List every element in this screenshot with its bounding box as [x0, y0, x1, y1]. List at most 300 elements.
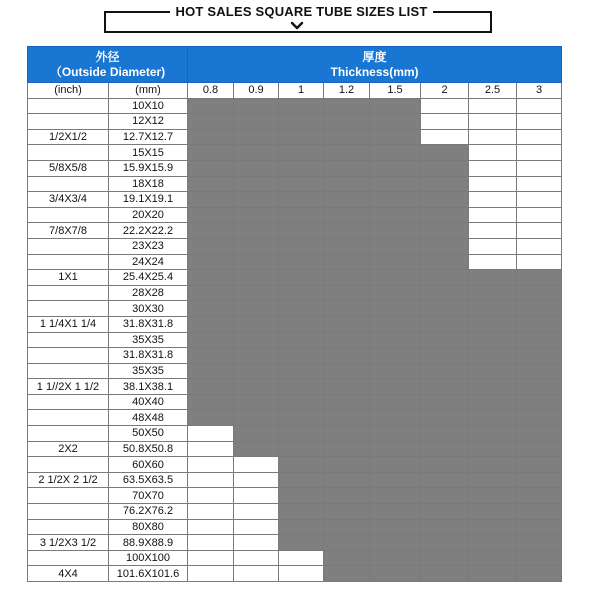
unavailable-cell: [234, 535, 279, 551]
available-cell: [370, 410, 421, 426]
table-row: [28, 160, 562, 176]
available-cell: [469, 441, 517, 457]
unavailable-cell: [421, 98, 469, 114]
available-cell: [421, 363, 469, 379]
available-cell: [324, 270, 370, 286]
available-cell: [324, 129, 370, 145]
available-cell: [517, 348, 562, 364]
available-cell: [370, 145, 421, 161]
available-cell: [279, 394, 324, 410]
available-cell: [188, 316, 234, 332]
available-cell: [517, 457, 562, 473]
available-cell: [188, 410, 234, 426]
available-cell: [421, 488, 469, 504]
available-cell: [517, 332, 562, 348]
sizes-table: [27, 46, 562, 582]
available-cell: [421, 441, 469, 457]
unavailable-cell: [517, 176, 562, 192]
available-cell: [234, 176, 279, 192]
available-cell: [324, 410, 370, 426]
available-cell: [324, 472, 370, 488]
available-cell: [234, 316, 279, 332]
available-cell: [279, 98, 324, 114]
table-row: [28, 301, 562, 317]
inch-size-cell: [28, 114, 109, 130]
unavailable-cell: [469, 114, 517, 130]
available-cell: [469, 394, 517, 410]
available-cell: [421, 535, 469, 551]
available-cell: [517, 535, 562, 551]
page-title: HOT SALES SQUARE TUBE SIZES LIST: [170, 3, 433, 20]
unavailable-cell: [517, 192, 562, 208]
mm-unit-label: (mm): [109, 83, 188, 99]
inch-size-cell: [28, 254, 109, 270]
unavailable-cell: [188, 426, 234, 442]
available-cell: [188, 394, 234, 410]
unavailable-cell: [234, 504, 279, 520]
available-cell: [370, 472, 421, 488]
available-cell: [421, 316, 469, 332]
available-cell: [188, 348, 234, 364]
table-row: [28, 254, 562, 270]
available-cell: [370, 379, 421, 395]
available-cell: [469, 270, 517, 286]
table-row: [28, 535, 562, 551]
available-cell: [324, 535, 370, 551]
table-row: [28, 223, 562, 239]
available-cell: [234, 145, 279, 161]
available-cell: [324, 316, 370, 332]
thickness-value: 0.9: [234, 83, 279, 99]
inch-size-cell: 1X1: [28, 270, 109, 286]
available-cell: [188, 238, 234, 254]
inch-size-cell: [28, 332, 109, 348]
available-cell: [324, 550, 370, 566]
available-cell: [188, 270, 234, 286]
mm-size-cell: 30X30: [109, 301, 188, 317]
available-cell: [370, 535, 421, 551]
unavailable-cell: [469, 98, 517, 114]
unavailable-cell: [188, 535, 234, 551]
available-cell: [279, 472, 324, 488]
available-cell: [279, 316, 324, 332]
available-cell: [517, 441, 562, 457]
unavailable-cell: [279, 550, 324, 566]
available-cell: [279, 348, 324, 364]
available-cell: [370, 129, 421, 145]
inch-size-cell: [28, 488, 109, 504]
available-cell: [370, 207, 421, 223]
available-cell: [234, 254, 279, 270]
available-cell: [188, 332, 234, 348]
available-cell: [279, 379, 324, 395]
inch-size-cell: [28, 457, 109, 473]
available-cell: [469, 519, 517, 535]
available-cell: [234, 238, 279, 254]
table-row: [28, 316, 562, 332]
available-cell: [517, 550, 562, 566]
inch-size-cell: 7/8X7/8: [28, 223, 109, 239]
available-cell: [279, 114, 324, 130]
available-cell: [188, 363, 234, 379]
available-cell: [324, 223, 370, 239]
inch-size-cell: 1/2X1/2: [28, 129, 109, 145]
inch-size-cell: 5/8X5/8: [28, 160, 109, 176]
available-cell: [279, 363, 324, 379]
mm-size-cell: 101.6X101.6: [109, 566, 188, 582]
available-cell: [421, 566, 469, 582]
unavailable-cell: [234, 550, 279, 566]
available-cell: [421, 145, 469, 161]
available-cell: [421, 504, 469, 520]
available-cell: [370, 457, 421, 473]
available-cell: [421, 426, 469, 442]
available-cell: [324, 285, 370, 301]
outside-diameter-en: （Outside Diameter): [49, 64, 166, 79]
available-cell: [324, 348, 370, 364]
available-cell: [469, 488, 517, 504]
available-cell: [234, 441, 279, 457]
unavailable-cell: [234, 566, 279, 582]
unavailable-cell: [188, 457, 234, 473]
available-cell: [324, 488, 370, 504]
available-cell: [324, 394, 370, 410]
available-cell: [421, 410, 469, 426]
unavailable-cell: [234, 488, 279, 504]
available-cell: [279, 285, 324, 301]
mm-size-cell: 38.1X38.1: [109, 379, 188, 395]
available-cell: [517, 316, 562, 332]
inch-size-cell: 1 1/4X1 1/4: [28, 316, 109, 332]
thickness-value: 2.5: [469, 83, 517, 99]
unavailable-cell: [517, 254, 562, 270]
unavailable-cell: [188, 504, 234, 520]
available-cell: [324, 441, 370, 457]
available-cell: [517, 410, 562, 426]
unavailable-cell: [469, 238, 517, 254]
available-cell: [279, 332, 324, 348]
available-cell: [469, 410, 517, 426]
unavailable-cell: [188, 441, 234, 457]
mm-size-cell: 63.5X63.5: [109, 472, 188, 488]
unavailable-cell: [469, 129, 517, 145]
available-cell: [188, 379, 234, 395]
thickness-value: 0.8: [188, 83, 234, 99]
unavailable-cell: [517, 98, 562, 114]
available-cell: [324, 176, 370, 192]
mm-size-cell: 100X100: [109, 550, 188, 566]
available-cell: [469, 363, 517, 379]
mm-size-cell: 48X48: [109, 410, 188, 426]
size-table-body: [28, 98, 562, 581]
available-cell: [279, 488, 324, 504]
available-cell: [370, 504, 421, 520]
header-row: [28, 47, 562, 83]
available-cell: [279, 504, 324, 520]
available-cell: [279, 223, 324, 239]
inch-size-cell: 3/4X3/4: [28, 192, 109, 208]
available-cell: [279, 410, 324, 426]
available-cell: [517, 488, 562, 504]
table-row: [28, 207, 562, 223]
available-cell: [279, 535, 324, 551]
available-cell: [421, 457, 469, 473]
unavailable-cell: [188, 550, 234, 566]
available-cell: [324, 379, 370, 395]
unavailable-cell: [469, 192, 517, 208]
unavailable-cell: [188, 519, 234, 535]
mm-size-cell: 60X60: [109, 457, 188, 473]
mm-size-cell: 15.9X15.9: [109, 160, 188, 176]
available-cell: [370, 192, 421, 208]
available-cell: [234, 285, 279, 301]
available-cell: [517, 472, 562, 488]
available-cell: [421, 207, 469, 223]
available-cell: [324, 363, 370, 379]
available-cell: [324, 332, 370, 348]
inch-size-cell: 2X2: [28, 441, 109, 457]
inch-size-cell: [28, 301, 109, 317]
available-cell: [279, 301, 324, 317]
available-cell: [188, 98, 234, 114]
unavailable-cell: [469, 160, 517, 176]
available-cell: [188, 301, 234, 317]
available-cell: [234, 379, 279, 395]
available-cell: [370, 519, 421, 535]
available-cell: [517, 426, 562, 442]
available-cell: [279, 270, 324, 286]
outside-diameter-header: [28, 47, 188, 83]
available-cell: [234, 410, 279, 426]
inch-size-cell: [28, 207, 109, 223]
available-cell: [234, 426, 279, 442]
unavailable-cell: [188, 566, 234, 582]
available-cell: [324, 504, 370, 520]
unavailable-cell: [469, 207, 517, 223]
available-cell: [421, 254, 469, 270]
thickness-en: Thickness(mm): [330, 64, 419, 79]
table-row: [28, 472, 562, 488]
available-cell: [370, 348, 421, 364]
available-cell: [279, 457, 324, 473]
available-cell: [370, 176, 421, 192]
available-cell: [324, 160, 370, 176]
available-cell: [469, 566, 517, 582]
table-row: [28, 98, 562, 114]
inch-size-cell: 1 1//2X 1 1/2: [28, 379, 109, 395]
inch-size-cell: [28, 348, 109, 364]
available-cell: [469, 301, 517, 317]
available-cell: [469, 379, 517, 395]
available-cell: [421, 472, 469, 488]
available-cell: [370, 426, 421, 442]
available-cell: [421, 394, 469, 410]
inch-size-cell: [28, 504, 109, 520]
table-row: [28, 363, 562, 379]
thickness-value: 1: [279, 83, 324, 99]
table-row: [28, 426, 562, 442]
available-cell: [279, 145, 324, 161]
available-cell: [188, 145, 234, 161]
mm-size-cell: 31.8X31.8: [109, 316, 188, 332]
inch-size-cell: [28, 98, 109, 114]
available-cell: [324, 207, 370, 223]
available-cell: [421, 519, 469, 535]
available-cell: [188, 176, 234, 192]
available-cell: [517, 519, 562, 535]
mm-size-cell: 76.2X76.2: [109, 504, 188, 520]
available-cell: [324, 254, 370, 270]
mm-size-cell: 40X40: [109, 394, 188, 410]
available-cell: [324, 566, 370, 582]
available-cell: [517, 301, 562, 317]
available-cell: [234, 363, 279, 379]
available-cell: [324, 98, 370, 114]
table-row: [28, 550, 562, 566]
table-row: [28, 332, 562, 348]
available-cell: [370, 363, 421, 379]
table-row: [28, 410, 562, 426]
thickness-value: 2: [421, 83, 469, 99]
unit-row: [28, 83, 562, 99]
available-cell: [370, 332, 421, 348]
available-cell: [279, 426, 324, 442]
table-row: [28, 270, 562, 286]
inch-size-cell: 2 1/2X 2 1/2: [28, 472, 109, 488]
available-cell: [421, 270, 469, 286]
available-cell: [234, 98, 279, 114]
available-cell: [234, 223, 279, 239]
available-cell: [517, 394, 562, 410]
available-cell: [279, 192, 324, 208]
available-cell: [279, 238, 324, 254]
available-cell: [324, 192, 370, 208]
inch-size-cell: [28, 363, 109, 379]
available-cell: [188, 160, 234, 176]
unavailable-cell: [517, 223, 562, 239]
available-cell: [370, 270, 421, 286]
available-cell: [517, 504, 562, 520]
available-cell: [370, 223, 421, 239]
available-cell: [324, 457, 370, 473]
inch-size-cell: [28, 285, 109, 301]
available-cell: [188, 285, 234, 301]
available-cell: [324, 114, 370, 130]
available-cell: [421, 223, 469, 239]
unavailable-cell: [517, 114, 562, 130]
available-cell: [324, 145, 370, 161]
available-cell: [517, 285, 562, 301]
thickness-value: 3: [517, 83, 562, 99]
table-row: [28, 379, 562, 395]
thickness-value: 1.2: [324, 83, 370, 99]
table-row: [28, 348, 562, 364]
mm-size-cell: 15X15: [109, 145, 188, 161]
available-cell: [469, 332, 517, 348]
available-cell: [469, 316, 517, 332]
mm-size-cell: 35X35: [109, 332, 188, 348]
unavailable-cell: [469, 223, 517, 239]
unavailable-cell: [517, 207, 562, 223]
inch-size-cell: [28, 426, 109, 442]
unavailable-cell: [469, 254, 517, 270]
mm-size-cell: 12.7X12.7: [109, 129, 188, 145]
table-row: [28, 114, 562, 130]
available-cell: [370, 238, 421, 254]
available-cell: [421, 332, 469, 348]
mm-size-cell: 18X18: [109, 176, 188, 192]
unavailable-cell: [234, 457, 279, 473]
unavailable-cell: [469, 145, 517, 161]
mm-size-cell: 22.2X22.2: [109, 223, 188, 239]
table-row: [28, 394, 562, 410]
unavailable-cell: [234, 519, 279, 535]
inch-size-cell: [28, 519, 109, 535]
available-cell: [188, 254, 234, 270]
available-cell: [370, 114, 421, 130]
available-cell: [234, 114, 279, 130]
table-row: [28, 488, 562, 504]
inch-size-cell: [28, 238, 109, 254]
available-cell: [421, 160, 469, 176]
available-cell: [279, 176, 324, 192]
mm-size-cell: 20X20: [109, 207, 188, 223]
unavailable-cell: [421, 114, 469, 130]
available-cell: [188, 192, 234, 208]
inch-size-cell: [28, 145, 109, 161]
table-row: [28, 129, 562, 145]
available-cell: [324, 238, 370, 254]
inch-size-cell: 4X4: [28, 566, 109, 582]
inch-size-cell: [28, 176, 109, 192]
available-cell: [469, 348, 517, 364]
available-cell: [234, 207, 279, 223]
available-cell: [370, 301, 421, 317]
available-cell: [279, 207, 324, 223]
mm-size-cell: 24X24: [109, 254, 188, 270]
table-row: [28, 457, 562, 473]
unavailable-cell: [421, 129, 469, 145]
inch-unit-label: (inch): [28, 83, 109, 99]
thickness-cn: 厚度: [362, 49, 387, 64]
available-cell: [370, 98, 421, 114]
available-cell: [370, 160, 421, 176]
available-cell: [370, 316, 421, 332]
inch-size-cell: 3 1/2X3 1/2: [28, 535, 109, 551]
available-cell: [517, 363, 562, 379]
available-cell: [234, 270, 279, 286]
table-row: [28, 566, 562, 582]
unavailable-cell: [279, 566, 324, 582]
available-cell: [234, 332, 279, 348]
available-cell: [279, 441, 324, 457]
mm-size-cell: 28X28: [109, 285, 188, 301]
available-cell: [517, 379, 562, 395]
chevron-down-icon: [289, 21, 305, 31]
available-cell: [469, 504, 517, 520]
available-cell: [469, 472, 517, 488]
available-cell: [469, 426, 517, 442]
available-cell: [234, 129, 279, 145]
available-cell: [421, 238, 469, 254]
available-cell: [421, 550, 469, 566]
available-cell: [421, 348, 469, 364]
available-cell: [469, 550, 517, 566]
available-cell: [234, 348, 279, 364]
unavailable-cell: [517, 145, 562, 161]
unavailable-cell: [469, 176, 517, 192]
unavailable-cell: [188, 488, 234, 504]
